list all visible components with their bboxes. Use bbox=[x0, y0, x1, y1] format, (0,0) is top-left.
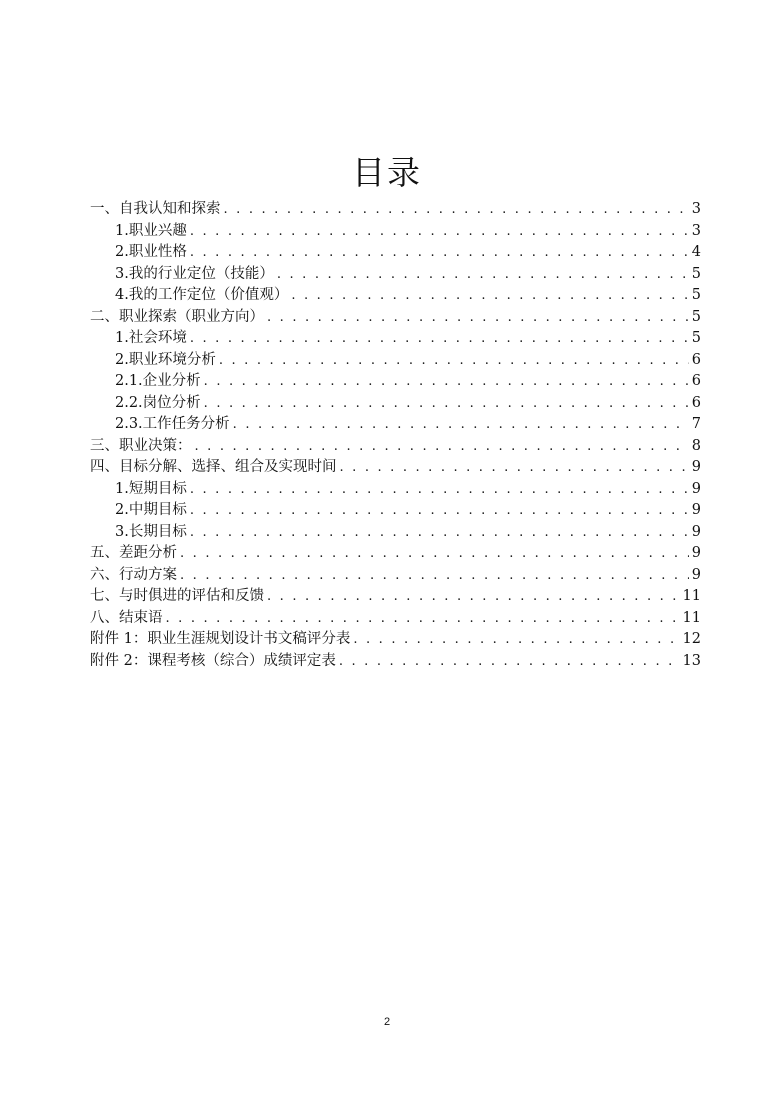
toc-entry[interactable] bbox=[90, 651, 701, 672]
toc-entry-label: 附件 2：课程考核（综合）成绩评定表 bbox=[90, 653, 336, 669]
toc-entry[interactable] bbox=[90, 436, 701, 457]
toc-entry-label: 八、结束语 bbox=[90, 610, 163, 626]
toc-leader-dots bbox=[339, 651, 680, 672]
toc-entry-page: 13 bbox=[682, 653, 701, 669]
toc-leader-dots bbox=[190, 500, 689, 521]
toc-entry-page: 9 bbox=[691, 545, 701, 561]
toc-entry[interactable] bbox=[115, 414, 701, 435]
toc-entry-page: 11 bbox=[682, 588, 701, 604]
toc-entry[interactable] bbox=[115, 479, 701, 500]
toc-leader-dots bbox=[180, 565, 689, 586]
toc-entry-page: 8 bbox=[691, 438, 701, 454]
toc-entry-label: 3.我的行业定位（技能） bbox=[115, 266, 274, 282]
toc-leader-dots bbox=[190, 328, 689, 349]
toc-entry-label: 2.1.企业分析 bbox=[115, 373, 201, 389]
toc-leader-dots bbox=[204, 371, 689, 392]
toc-entry-label: 4.我的工作定位（价值观） bbox=[115, 287, 289, 303]
toc-entry-label: 六、行动方案 bbox=[90, 567, 177, 583]
toc-entry-page: 5 bbox=[691, 309, 701, 325]
toc-entry[interactable] bbox=[90, 457, 701, 478]
toc-leader-dots bbox=[190, 221, 689, 242]
toc-entry-label: 1.短期目标 bbox=[115, 481, 187, 497]
toc-leader-dots bbox=[180, 543, 689, 564]
toc-leader-dots bbox=[353, 629, 679, 650]
toc-entry[interactable] bbox=[90, 565, 701, 586]
toc-entry[interactable] bbox=[115, 285, 701, 306]
toc-entry-label: 2.2.岗位分析 bbox=[115, 395, 201, 411]
toc-entry-label: 2.职业环境分析 bbox=[115, 352, 216, 368]
toc-leader-dots bbox=[267, 586, 680, 607]
toc-entry-page: 9 bbox=[691, 567, 701, 583]
page-number: 2 bbox=[383, 1016, 391, 1028]
toc-leader-dots bbox=[190, 479, 689, 500]
toc-entry[interactable] bbox=[90, 307, 701, 328]
toc-leader-dots bbox=[219, 350, 689, 371]
toc-leader-dots bbox=[224, 199, 689, 220]
toc-leader-dots bbox=[233, 414, 689, 435]
toc-leader-dots bbox=[166, 608, 680, 629]
toc-entry[interactable] bbox=[115, 500, 701, 521]
toc-leader-dots bbox=[190, 242, 689, 263]
toc-leader-dots bbox=[267, 307, 689, 328]
toc-entry-page: 9 bbox=[691, 481, 701, 497]
toc-entry-label: 2.职业性格 bbox=[115, 244, 187, 260]
toc-entry-page: 7 bbox=[691, 416, 701, 432]
toc-entry[interactable] bbox=[115, 328, 701, 349]
toc-entry-label: 1.社会环境 bbox=[115, 330, 187, 346]
toc-entry[interactable] bbox=[90, 608, 701, 629]
toc-entry[interactable] bbox=[115, 221, 701, 242]
toc-entry-label: 四、目标分解、选择、组合及实现时间 bbox=[90, 459, 337, 475]
toc-entry-page: 11 bbox=[682, 610, 701, 626]
toc-entry[interactable] bbox=[115, 371, 701, 392]
toc-entry-page: 5 bbox=[691, 266, 701, 282]
toc-entry[interactable] bbox=[115, 393, 701, 414]
toc-entry[interactable] bbox=[115, 522, 701, 543]
toc-entry-page: 9 bbox=[691, 459, 701, 475]
toc-entry-label: 一、自我认知和探索 bbox=[90, 201, 221, 217]
toc-leader-dots bbox=[195, 436, 689, 457]
toc-entry-label: 七、与时俱进的评估和反馈 bbox=[90, 588, 264, 604]
toc-entry-page: 9 bbox=[691, 502, 701, 518]
toc-entry[interactable] bbox=[90, 629, 701, 650]
toc-leader-dots bbox=[190, 522, 689, 543]
toc-entry-page: 5 bbox=[691, 287, 701, 303]
toc-entry-label: 二、职业探索（职业方向） bbox=[90, 309, 264, 325]
toc-entry[interactable] bbox=[115, 264, 701, 285]
toc-entry-label: 附件 1：职业生涯规划设计书文稿评分表 bbox=[90, 631, 351, 647]
toc-entry-page: 12 bbox=[682, 631, 701, 647]
toc-entry-label: 三、职业决策： bbox=[90, 438, 192, 454]
toc-leader-dots bbox=[340, 457, 689, 478]
toc-entry[interactable] bbox=[115, 242, 701, 263]
toc-entry-page: 6 bbox=[691, 352, 701, 368]
toc-entry[interactable] bbox=[115, 350, 701, 371]
toc-entry-label: 2.3.工作任务分析 bbox=[115, 416, 230, 432]
toc-entry-label: 2.中期目标 bbox=[115, 502, 187, 518]
toc-entry[interactable] bbox=[90, 199, 701, 220]
toc-entry-label: 五、差距分析 bbox=[90, 545, 177, 561]
toc-title: 目录 bbox=[352, 153, 422, 192]
toc-entry[interactable] bbox=[90, 586, 701, 607]
toc-entry-page: 3 bbox=[691, 223, 701, 239]
toc-entry-page: 5 bbox=[691, 330, 701, 346]
toc-entry-page: 6 bbox=[691, 373, 701, 389]
toc-entry-label: 3.长期目标 bbox=[115, 524, 187, 540]
toc-entry-label: 1.职业兴趣 bbox=[115, 223, 187, 239]
toc-leader-dots bbox=[277, 264, 689, 285]
toc-leader-dots bbox=[291, 285, 688, 306]
toc-entry-page: 9 bbox=[691, 524, 701, 540]
toc-entry[interactable] bbox=[90, 543, 701, 564]
toc-entry-page: 4 bbox=[691, 244, 701, 260]
toc-entry-page: 6 bbox=[691, 395, 701, 411]
toc-entry-page: 3 bbox=[691, 201, 701, 217]
toc-leader-dots bbox=[204, 393, 689, 414]
